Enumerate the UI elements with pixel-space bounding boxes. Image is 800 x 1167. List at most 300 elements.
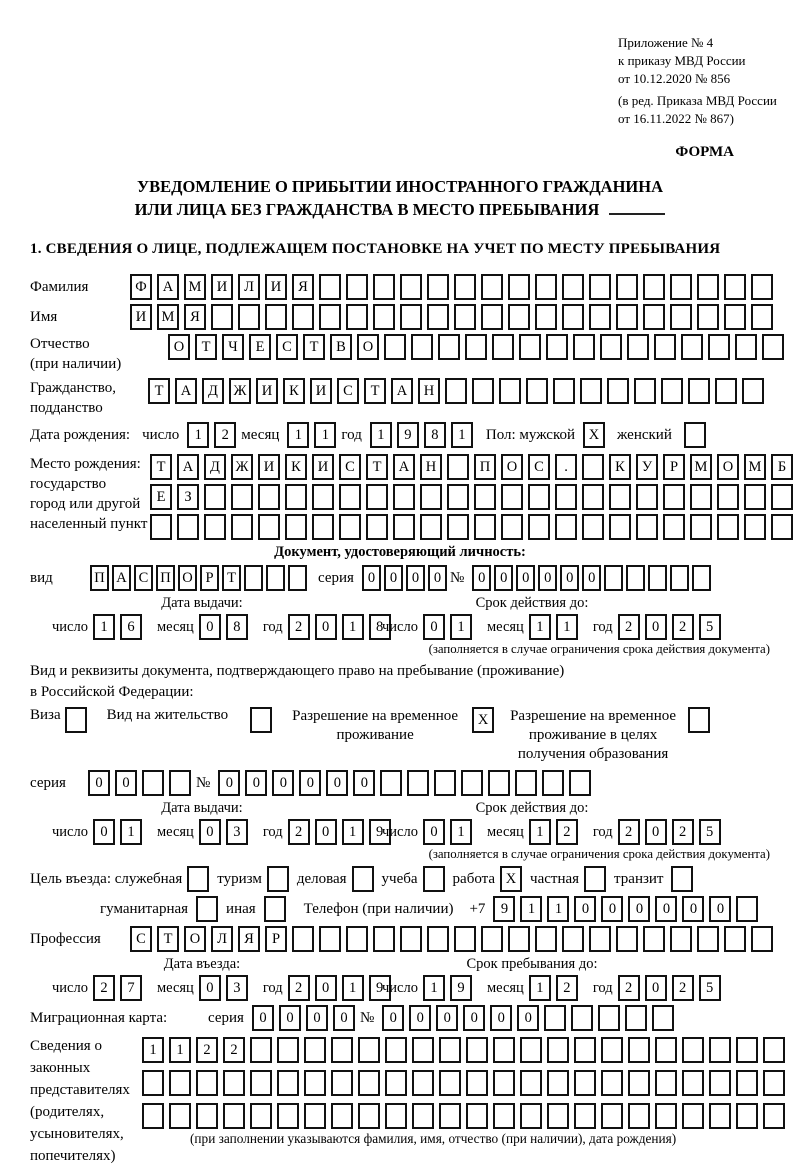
cell[interactable]: 2 [288,819,310,845]
cell[interactable] [763,1037,785,1063]
cell[interactable] [427,304,449,330]
cell[interactable] [319,926,341,952]
cell[interactable]: 5 [699,819,721,845]
cell[interactable] [670,274,692,300]
cell[interactable] [690,484,712,510]
cell[interactable]: Н [420,454,442,480]
cell[interactable] [574,1103,596,1129]
cell[interactable] [546,334,568,360]
cell[interactable] [267,866,289,892]
cell[interactable]: 2 [223,1037,245,1063]
cell[interactable]: 0 [582,565,601,591]
cell[interactable]: 0 [115,770,137,796]
cell[interactable] [231,514,253,540]
cell[interactable] [643,304,665,330]
cell[interactable] [466,1103,488,1129]
cell[interactable] [542,770,564,796]
cell[interactable] [204,514,226,540]
cell[interactable] [434,770,456,796]
cell[interactable] [169,1070,191,1096]
cell[interactable]: 0 [560,565,579,591]
cell[interactable] [553,378,575,404]
cell[interactable] [250,1037,272,1063]
cell[interactable]: 0 [494,565,513,591]
cell[interactable] [439,1037,461,1063]
cell[interactable]: Т [148,378,170,404]
cell[interactable] [277,1070,299,1096]
cell[interactable] [346,274,368,300]
cell[interactable]: А [112,565,131,591]
cell[interactable]: Д [202,378,224,404]
cell[interactable]: Д [204,454,226,480]
cell[interactable]: . [555,454,577,480]
gender-male-checkbox[interactable] [583,422,605,448]
stay-issue-month-cells[interactable] [199,819,253,845]
cell[interactable]: 1 [547,896,569,922]
cell[interactable]: О [178,565,197,591]
cell[interactable] [423,866,445,892]
id-doc-kind-cells[interactable] [90,565,310,591]
cell[interactable]: Ж [231,454,253,480]
cell[interactable] [454,926,476,952]
cell[interactable]: 1 [287,422,309,448]
cell[interactable] [589,304,611,330]
cell[interactable] [454,304,476,330]
cell[interactable] [682,1103,704,1129]
stay-valid-month-cells[interactable] [529,819,583,845]
cell[interactable] [292,926,314,952]
cell[interactable]: 0 [645,614,667,640]
cell[interactable] [627,334,649,360]
cell[interactable] [466,1070,488,1096]
cell[interactable] [601,1070,623,1096]
cell[interactable] [636,484,658,510]
cell[interactable] [472,378,494,404]
entry-day-cells[interactable] [93,975,147,1001]
cell[interactable] [481,926,503,952]
cell[interactable]: Т [222,565,241,591]
cell[interactable]: Е [249,334,271,360]
cell[interactable] [420,484,442,510]
cell[interactable]: 1 [423,975,445,1001]
stay-until-year-cells[interactable] [618,975,726,1001]
cell[interactable] [223,1070,245,1096]
cell[interactable] [196,896,218,922]
cell[interactable] [411,334,433,360]
cell[interactable] [697,304,719,330]
cell[interactable] [652,1005,674,1031]
cell[interactable] [573,334,595,360]
cell[interactable] [736,1070,758,1096]
cell[interactable]: Р [663,454,685,480]
cell[interactable]: 1 [556,614,578,640]
cell[interactable] [609,514,631,540]
cell[interactable] [400,926,422,952]
cell[interactable]: П [90,565,109,591]
cell[interactable] [266,565,285,591]
cell[interactable]: 0 [199,975,221,1001]
cell[interactable] [562,926,584,952]
cell[interactable]: Я [184,304,206,330]
cell[interactable] [373,926,395,952]
cell[interactable] [169,1103,191,1129]
residence-permit-checkbox[interactable] [250,707,272,733]
cell[interactable] [697,926,719,952]
cell[interactable] [264,896,286,922]
cell[interactable] [670,926,692,952]
cell[interactable] [373,304,395,330]
cell[interactable]: И [265,274,287,300]
cell[interactable]: С [337,378,359,404]
cell[interactable] [265,304,287,330]
cell[interactable]: 0 [384,565,403,591]
cell[interactable]: 0 [628,896,650,922]
cell[interactable] [277,1037,299,1063]
purpose-work-checkbox[interactable] [500,866,522,892]
cell[interactable]: Т [364,378,386,404]
cell[interactable] [601,1103,623,1129]
cell[interactable] [366,484,388,510]
cell[interactable]: 0 [272,770,294,796]
purpose-transit-checkbox[interactable] [671,866,693,892]
cell[interactable] [571,1005,593,1031]
phone-cells[interactable] [493,896,763,922]
cell[interactable] [626,565,645,591]
cell[interactable]: С [528,454,550,480]
cell[interactable] [582,454,604,480]
cell[interactable] [709,1103,731,1129]
cell[interactable]: 0 [315,819,337,845]
cell[interactable] [709,1070,731,1096]
cell[interactable] [616,304,638,330]
cell[interactable] [258,484,280,510]
cell[interactable] [461,770,483,796]
cell[interactable] [331,1070,353,1096]
cell[interactable] [736,896,758,922]
visa-checkbox[interactable] [65,707,87,733]
cell[interactable]: 2 [556,975,578,1001]
cell[interactable]: О [717,454,739,480]
cell[interactable] [648,565,667,591]
cell[interactable] [285,484,307,510]
cell[interactable] [384,334,406,360]
cell[interactable] [385,1070,407,1096]
cell[interactable]: 1 [169,1037,191,1063]
cell[interactable] [582,514,604,540]
cell[interactable] [385,1103,407,1129]
cell[interactable] [589,274,611,300]
cell[interactable]: 0 [299,770,321,796]
firstname-cells[interactable] [130,304,778,330]
cell[interactable] [519,334,541,360]
cell[interactable]: 0 [645,819,667,845]
patronymic-cells[interactable] [168,334,789,360]
birth-day-cells[interactable] [187,422,241,448]
id-issue-month-cells[interactable] [199,614,253,640]
guardians-cells-row2[interactable] [142,1070,790,1096]
cell[interactable] [412,1070,434,1096]
cell[interactable] [528,514,550,540]
cell[interactable]: 0 [353,770,375,796]
cell[interactable] [373,274,395,300]
birthplace-cells-row3[interactable] [150,514,798,540]
cell[interactable] [312,514,334,540]
cell[interactable] [447,454,469,480]
cell[interactable]: К [283,378,305,404]
cell[interactable]: Ж [229,378,251,404]
cell[interactable] [508,274,530,300]
cell[interactable]: 0 [538,565,557,591]
cell[interactable]: 3 [226,975,248,1001]
cell[interactable] [366,514,388,540]
cell[interactable] [380,770,402,796]
cell[interactable]: 0 [655,896,677,922]
cell[interactable] [493,1037,515,1063]
cell[interactable]: Б [771,454,793,480]
cell[interactable]: 0 [315,614,337,640]
cell[interactable] [393,514,415,540]
cell[interactable] [663,484,685,510]
cell[interactable]: 0 [315,975,337,1001]
cell[interactable]: В [330,334,352,360]
cell[interactable] [607,378,629,404]
cell[interactable]: 3 [226,819,248,845]
cell[interactable] [352,866,374,892]
cell[interactable]: 1 [314,422,336,448]
cell[interactable] [412,1037,434,1063]
cell[interactable] [285,514,307,540]
cell[interactable]: 0 [333,1005,355,1031]
cell[interactable] [288,565,307,591]
cell[interactable]: 0 [436,1005,458,1031]
cell[interactable] [715,378,737,404]
cell[interactable]: 2 [618,975,640,1001]
cell[interactable] [312,484,334,510]
cell[interactable] [465,334,487,360]
cell[interactable]: 0 [406,565,425,591]
cell[interactable] [771,484,793,510]
cell[interactable]: Т [150,454,172,480]
stay-until-month-cells[interactable] [529,975,583,1001]
cell[interactable]: 1 [529,614,551,640]
cell[interactable] [744,484,766,510]
cell[interactable] [427,274,449,300]
cell[interactable] [515,770,537,796]
cell[interactable]: А [391,378,413,404]
cell[interactable] [447,514,469,540]
id-issue-day-cells[interactable] [93,614,147,640]
cell[interactable] [520,1070,542,1096]
cell[interactable] [393,484,415,510]
cell[interactable] [636,514,658,540]
cell[interactable]: 0 [645,975,667,1001]
cell[interactable]: Я [292,274,314,300]
cell[interactable]: А [393,454,415,480]
cell[interactable]: М [690,454,712,480]
cell[interactable] [445,378,467,404]
cell[interactable]: Т [157,926,179,952]
cell[interactable] [142,1070,164,1096]
cell[interactable]: М [744,454,766,480]
cell[interactable] [481,274,503,300]
cell[interactable]: 0 [423,614,445,640]
cell[interactable] [690,514,712,540]
edu-permit-checkbox[interactable] [688,707,710,733]
stay-valid-year-cells[interactable] [618,819,726,845]
cell[interactable] [142,1103,164,1129]
cell[interactable] [204,484,226,510]
id-valid-year-cells[interactable] [618,614,726,640]
cell[interactable] [520,1103,542,1129]
cell[interactable] [427,926,449,952]
cell[interactable] [751,274,773,300]
cell[interactable]: З [177,484,199,510]
cell[interactable]: А [177,454,199,480]
cell[interactable]: Р [265,926,287,952]
cell[interactable] [547,1070,569,1096]
cell[interactable]: 8 [226,614,248,640]
cell[interactable]: 0 [682,896,704,922]
cell[interactable]: Р [200,565,219,591]
cell[interactable]: С [339,454,361,480]
stay-doc-series-cells[interactable] [88,770,196,796]
cell[interactable]: У [636,454,658,480]
cell[interactable]: И [310,378,332,404]
id-doc-series-cells[interactable] [362,565,450,591]
cell[interactable] [501,514,523,540]
stay-until-day-cells[interactable] [423,975,477,1001]
migration-card-series-cells[interactable] [252,1005,360,1031]
cell[interactable] [555,514,577,540]
cell[interactable] [682,1037,704,1063]
cell[interactable] [751,304,773,330]
cell[interactable]: 0 [601,896,623,922]
cell[interactable] [400,274,422,300]
cell[interactable]: 2 [672,975,694,1001]
cell[interactable]: И [211,274,233,300]
cell[interactable] [681,334,703,360]
cell[interactable] [655,1037,677,1063]
cell[interactable] [454,274,476,300]
cell[interactable]: 2 [288,614,310,640]
cell[interactable]: 1 [370,422,392,448]
stay-doc-number-cells[interactable] [218,770,596,796]
entry-month-cells[interactable] [199,975,253,1001]
cell[interactable] [385,1037,407,1063]
cell[interactable] [655,1103,677,1129]
cell[interactable] [547,1037,569,1063]
cell[interactable]: 9 [369,975,391,1001]
cell[interactable] [526,378,548,404]
cell[interactable] [724,926,746,952]
cell[interactable] [358,1070,380,1096]
purpose-business-checkbox[interactable] [352,866,374,892]
cell[interactable] [250,707,272,733]
cell[interactable] [474,484,496,510]
cell[interactable] [319,304,341,330]
cell[interactable]: 1 [450,819,472,845]
cell[interactable]: 9 [450,975,472,1001]
cell[interactable] [684,422,706,448]
cell[interactable]: 0 [428,565,447,591]
cell[interactable] [688,707,710,733]
entry-year-cells[interactable] [288,975,396,1001]
cell[interactable] [671,866,693,892]
cell[interactable] [277,1103,299,1129]
cell[interactable] [339,484,361,510]
birthplace-cells-row2[interactable] [150,484,798,510]
cell[interactable] [762,334,784,360]
cell[interactable]: 2 [618,819,640,845]
cell[interactable] [697,274,719,300]
cell[interactable]: Н [418,378,440,404]
cell[interactable] [481,304,503,330]
cell[interactable] [439,1070,461,1096]
cell[interactable]: 1 [450,614,472,640]
cell[interactable]: М [157,304,179,330]
cell[interactable]: 0 [382,1005,404,1031]
cell[interactable] [604,565,623,591]
cell[interactable] [628,1070,650,1096]
cell[interactable] [420,514,442,540]
cell[interactable] [400,304,422,330]
cell[interactable] [569,770,591,796]
cell[interactable]: Л [238,274,260,300]
cell[interactable]: А [175,378,197,404]
cell[interactable]: 0 [709,896,731,922]
surname-cells[interactable] [130,274,778,300]
cell[interactable]: 0 [245,770,267,796]
cell[interactable]: X [583,422,605,448]
cell[interactable] [501,484,523,510]
cell[interactable]: 0 [490,1005,512,1031]
cell[interactable] [447,484,469,510]
cell[interactable] [709,1037,731,1063]
cell[interactable] [331,1037,353,1063]
cell[interactable] [238,304,260,330]
cell[interactable]: О [168,334,190,360]
cell[interactable]: 1 [93,614,115,640]
cell[interactable]: 0 [517,1005,539,1031]
cell[interactable] [535,274,557,300]
purpose-study-checkbox[interactable] [423,866,445,892]
cell[interactable]: Т [303,334,325,360]
cell[interactable] [609,484,631,510]
cell[interactable]: 2 [556,819,578,845]
guardians-cells-row3[interactable] [142,1103,790,1129]
cell[interactable]: 1 [342,614,364,640]
purpose-humanitarian-checkbox[interactable] [196,896,218,922]
cell[interactable]: О [357,334,379,360]
cell[interactable] [688,378,710,404]
cell[interactable] [654,334,676,360]
cell[interactable] [582,484,604,510]
stay-issue-year-cells[interactable] [288,819,396,845]
cell[interactable] [547,1103,569,1129]
cell[interactable]: 2 [93,975,115,1001]
cell[interactable] [250,1070,272,1096]
cell[interactable]: 1 [451,422,473,448]
citizenship-cells[interactable] [148,378,769,404]
purpose-private-checkbox[interactable] [584,866,606,892]
cell[interactable]: О [501,454,523,480]
cell[interactable]: 6 [120,614,142,640]
cell[interactable] [292,304,314,330]
cell[interactable]: 0 [199,614,221,640]
cell[interactable]: 0 [409,1005,431,1031]
cell[interactable] [250,1103,272,1129]
cell[interactable] [708,334,730,360]
